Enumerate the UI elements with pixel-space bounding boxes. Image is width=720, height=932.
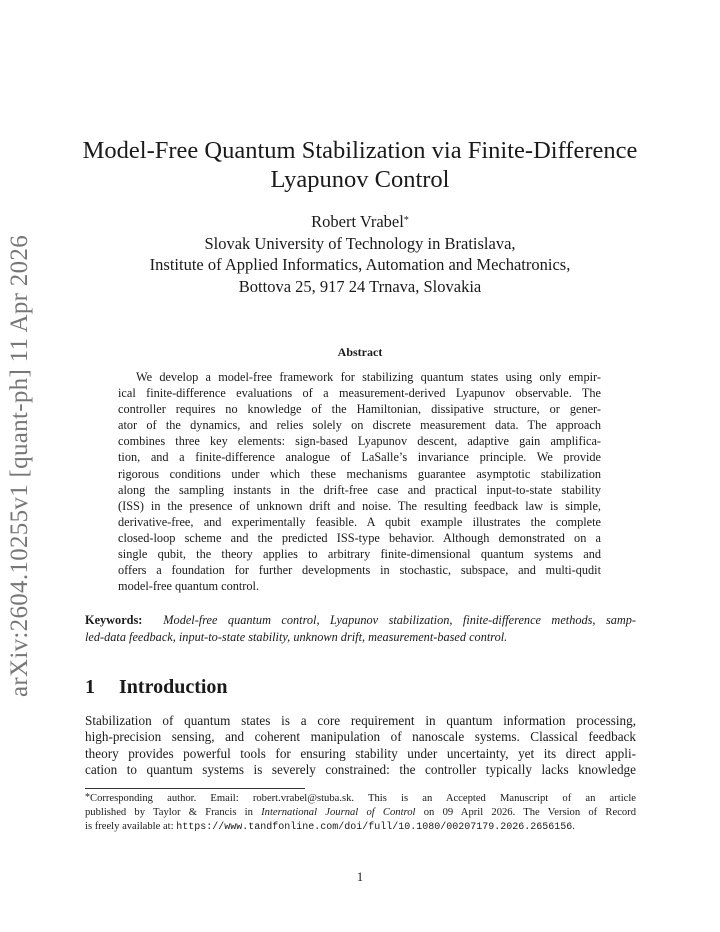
abstract-heading: Abstract [337, 345, 383, 359]
abstract-line: offers a foundation for further developments in stochastic, subspace, and multi-qudit [118, 563, 601, 578]
affiliation-line-2: Institute of Applied Informatics, Automation and Mechatronics, [149, 255, 571, 274]
keywords-label: Keywords: [85, 613, 143, 627]
footnote [85, 792, 636, 834]
paper-title [60, 136, 660, 194]
intro-line: high-precision sensing, and coherent manipulation of nanoscale systems. Classical feedback [85, 729, 636, 745]
footnote-text-1: Corresponding author. Email: robert.vrabel@stuba.sk. This is an Accepted Manuscript of an article [90, 793, 636, 804]
footnote-mark: * [85, 792, 90, 803]
abstract-line: closed-loop scheme and the predicted ISS-type behavior. Although demonstrated on a [118, 530, 601, 545]
abstract-body [118, 369, 601, 594]
abstract-line: ator of the dynamics, and relies solely on discrete measurement data. The approach [118, 418, 601, 433]
abstract-line: tion, and a finite-difference analogue of LaSalle’s invariance principle. We provide [118, 450, 601, 465]
arxiv-identifier-text: arXiv:2604.10255v1 [quant-ph] 11 Apr 2026 [6, 234, 33, 698]
footnote-line-1 [85, 792, 636, 806]
intro-line: Stabilization of quantum states is a core requirement in quantum information processing, [85, 713, 636, 728]
abstract-line: rigorous conditions under which these mechanisms guarantee asymptotic stabilization [118, 466, 601, 481]
author-line [60, 211, 660, 233]
footnote-line-2 [85, 806, 636, 820]
journal-name: International Journal of Control [261, 806, 416, 818]
section-title: Introduction [119, 676, 228, 698]
footnote-text-2a: published by Taylor & Francis in [85, 806, 262, 818]
affiliation-line-3: Bottova 25, 917 24 Trnava, Slovakia [238, 276, 482, 296]
footnote-text-2b: on 09 April 2026. The Version of Record [415, 806, 637, 818]
title-line-2: Lyapunov Control [270, 166, 450, 193]
keywords-text-1: Model-free quantum control, Lyapunov stabilization, finite-difference methods, samp- [163, 613, 636, 627]
author-block [60, 211, 660, 297]
section-number: 1 [85, 676, 95, 698]
footnote-line-3 [85, 820, 636, 835]
intro-line: theory provides powerful tools for ensuring stability under uncertainty, yet its direct appli- [85, 745, 636, 761]
abstract-line: We develop a model-free framework for stabilizing quantum states using only empir- [136, 370, 601, 384]
title-line-1: Model-Free Quantum Stabilization via Finite-Difference [82, 137, 638, 164]
abstract-line: derivative-free, and experimentally feasible. A qubit example illustrates the complete [118, 514, 601, 529]
abstract-line: single qubit, the theory applies to arbitrary finite-dimensional quantum systems and [118, 547, 601, 562]
footnote-text-3b: . [572, 820, 575, 832]
abstract-line: ical finite-difference evaluations of a measurement-derived Lyapunov observable. The [118, 386, 601, 401]
keywords-line-1 [85, 612, 636, 629]
keywords-line-2 [85, 629, 636, 646]
abstract-line: (ISS) in the presence of unknown drift and noise. The resulting feedback law is simple, [118, 498, 601, 513]
doi-link[interactable]: https://www.tandfonline.com/doi/full/10.1080/00207179.2026.2656156 [176, 821, 573, 833]
page-number: 1 [356, 870, 364, 884]
section-heading [85, 676, 228, 699]
abstract-line: along the sampling instants in the drift-free case and practical input-to-state stability [118, 482, 601, 497]
abstract-line: combines three key elements: sign-based Lyapunov descent, adaptive gain amplifica- [118, 434, 601, 449]
keywords-text-2: led-data feedback, input-to-state stability, unknown drift, measurement-based control. [85, 630, 508, 644]
abstract-line: model-free quantum control. [118, 579, 260, 594]
affiliation-line-1: Slovak University of Technology in Bratislava, [204, 233, 516, 253]
abstract-line: controller requires no knowledge of the Hamiltonian, dissipative structure, or gener- [118, 402, 601, 417]
footnote-rule [85, 788, 305, 789]
author-footnote-mark: * [403, 215, 409, 226]
intro-paragraph [85, 713, 636, 778]
intro-line: cation to quantum systems is severely constrained: the controller typically lacks knowledge [85, 761, 636, 777]
author-name: Robert Vrabel [311, 212, 404, 231]
keywords-block [85, 612, 636, 646]
footnote-text-3a: is freely available at: [85, 820, 177, 832]
